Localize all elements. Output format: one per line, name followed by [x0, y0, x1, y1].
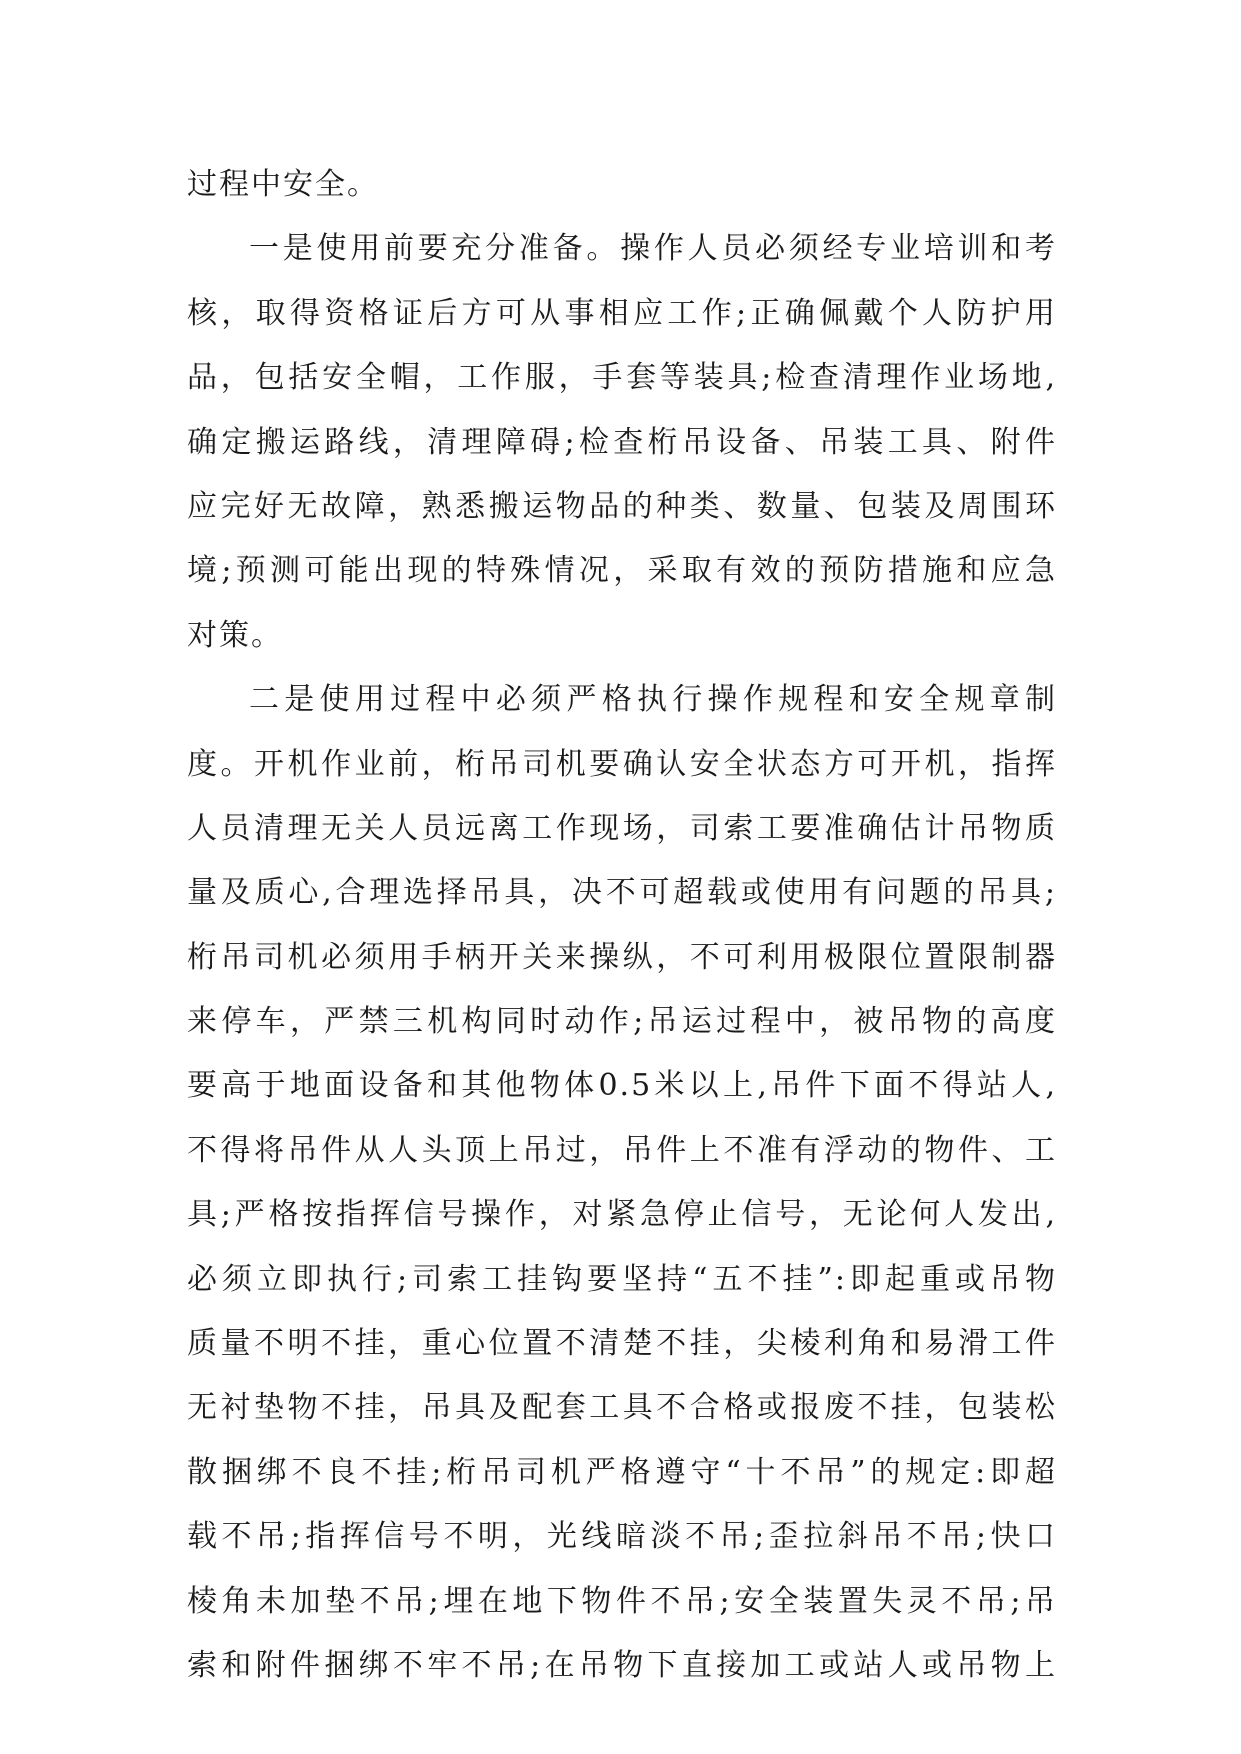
text-line: 确定搬运路线，清理障碍;检查桁吊设备、吊装工具、附件 [187, 424, 1057, 460]
text-line: 二是使用过程中必须严格执行操作规程和安全规章制 [249, 682, 1057, 718]
text-line: 度。开机作业前，桁吊司机要确认安全状态方可开机，指挥 [187, 746, 1057, 782]
text-line: 无衬垫物不挂，吊具及配套工具不合格或报废不挂，包装松 [187, 1390, 1057, 1426]
text-line: 应完好无故障，熟悉搬运物品的种类、数量、包装及周围环 [187, 488, 1057, 524]
text-line: 棱角未加垫不吊;埋在地下物件不吊;安全装置失灵不吊;吊 [187, 1583, 1057, 1619]
text-line: 要高于地面设备和其他物体0.5米以上,吊件下面不得站人, [187, 1068, 1057, 1104]
text-line: 人员清理无关人员远离工作现场，司索工要准确估计吊物质 [187, 810, 1057, 846]
text-line: 具;严格按指挥信号操作，对紧急停止信号，无论何人发出, [187, 1197, 1057, 1233]
text-line: 质量不明不挂，重心位置不清楚不挂，尖棱利角和易滑工件 [187, 1326, 1057, 1362]
text-line: 索和附件捆绑不牢不吊;在吊物下直接加工或站人或吊物上 [187, 1647, 1057, 1683]
text-line: 核，取得资格证后方可从事相应工作;正确佩戴个人防护用 [187, 295, 1057, 331]
text-line: 品，包括安全帽，工作服，手套等装具;检查清理作业场地, [187, 360, 1057, 396]
text-line: 对策。 [187, 617, 283, 653]
text-line: 境;预测可能出现的特殊情况，采取有效的预防措施和应急 [187, 553, 1057, 589]
body-text [187, 153, 1057, 1698]
text-line: 必须立即执行;司索工挂钩要坚持“五不挂”:即起重或吊物 [187, 1261, 1057, 1297]
text-line: 载不吊;指挥信号不明，光线暗淡不吊;歪拉斜吊不吊;快口 [187, 1519, 1057, 1555]
text-line: 散捆绑不良不挂;桁吊司机严格遵守“十不吊”的规定:即超 [187, 1454, 1057, 1490]
text-line: 不得将吊件从人头顶上吊过，吊件上不准有浮动的物件、工 [187, 1132, 1057, 1168]
text-line: 来停车，严禁三机构同时动作;吊运过程中，被吊物的高度 [187, 1004, 1057, 1040]
text-line: 桁吊司机必须用手柄开关来操纵，不可利用极限位置限制器 [187, 939, 1057, 975]
text-line: 量及质心,合理选择吊具，决不可超载或使用有问题的吊具; [187, 875, 1057, 911]
text-line: 过程中安全。 [187, 167, 379, 202]
text-line: 一是使用前要充分准备。操作人员必须经专业培训和考 [249, 231, 1057, 267]
